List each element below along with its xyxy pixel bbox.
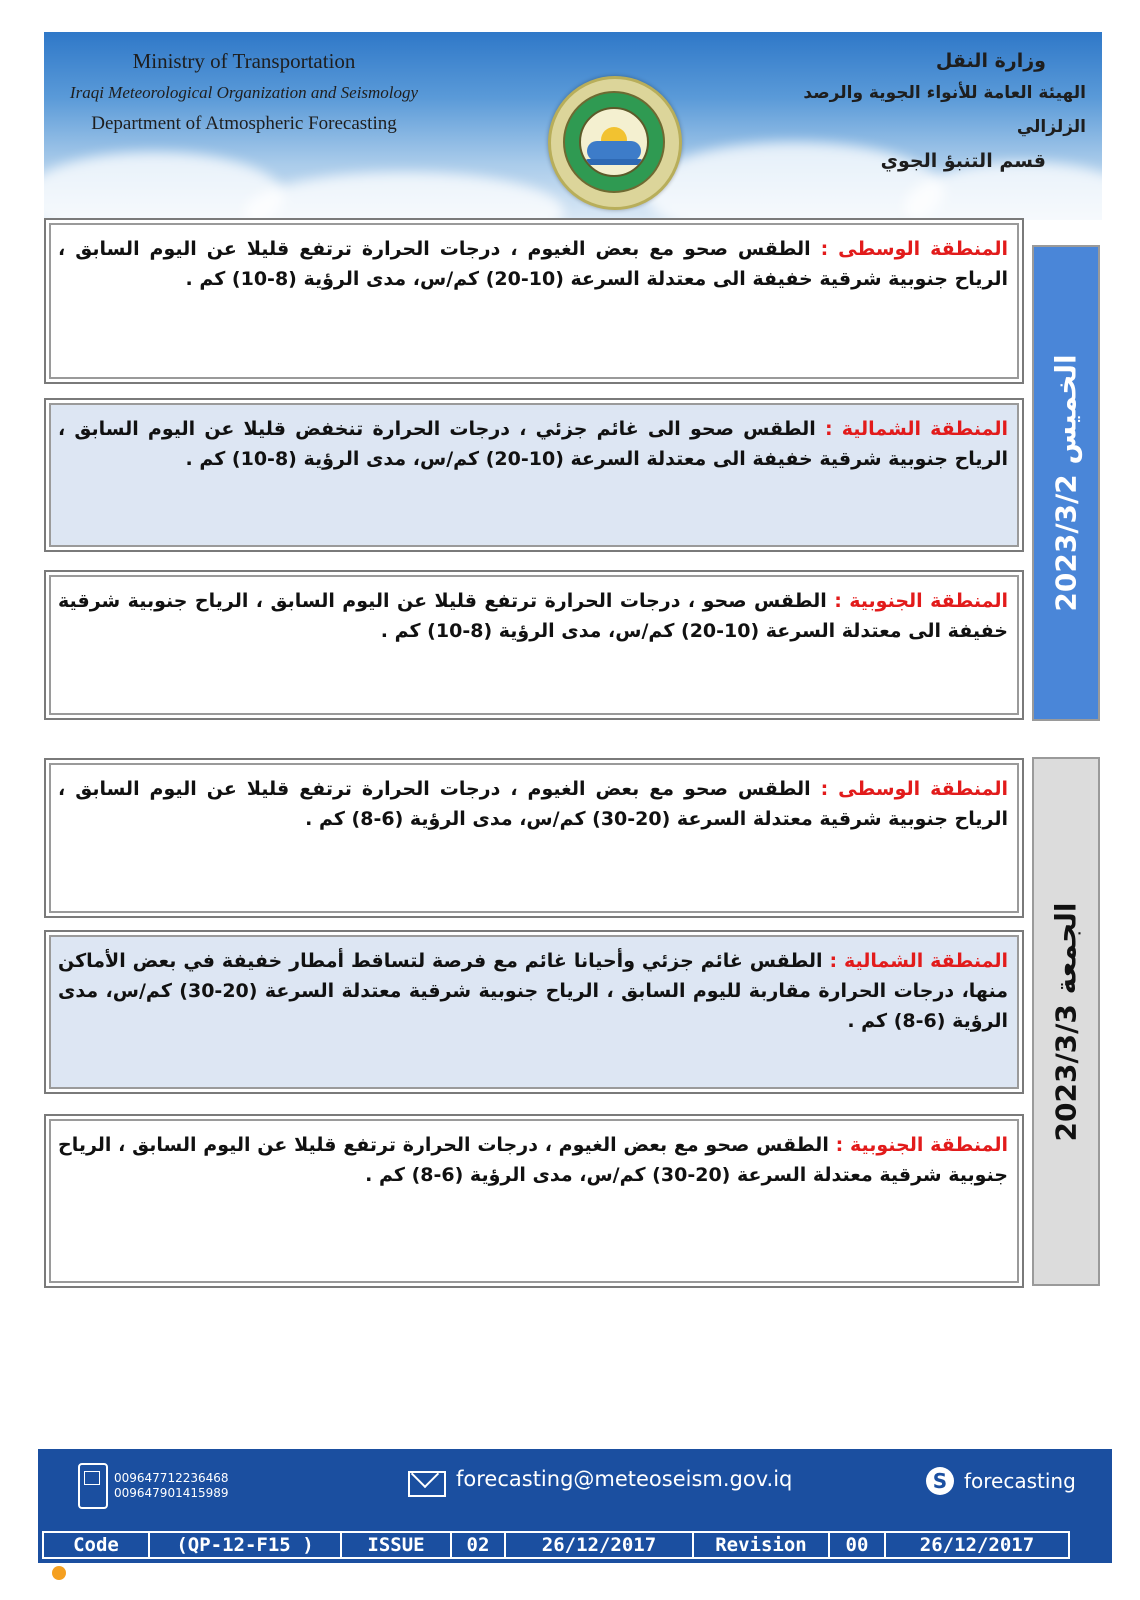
revision-date: 26/12/2017	[884, 1531, 1070, 1559]
region-name: المنطقة الجنوبية :	[835, 1134, 1008, 1156]
ministry-name-en: Ministry of Transportation	[132, 49, 356, 73]
logo-center	[579, 107, 649, 177]
ministry-name-ar: وزارة النقل	[935, 50, 1046, 72]
issue-date: 26/12/2017	[504, 1531, 694, 1559]
wave-icon	[585, 159, 643, 165]
day-label-friday	[1032, 757, 1100, 1286]
forecast-day2-central	[44, 758, 1024, 918]
phone-number[interactable]: 009647901415989	[114, 1486, 229, 1500]
forecast-day2-south	[44, 1114, 1024, 1288]
logo-emblem	[548, 76, 682, 210]
department-name-ar: قسم التنبؤ الجوي	[880, 150, 1046, 172]
forecast-day1-north	[44, 398, 1024, 552]
region-forecast: الطقس غائم جزئي وأحيانا غائم مع فرصة لتساقط أمطار خفيفة في بعض الأماكن منها، درجات الحرارة مقاربة لليوم السابق ، الرياح جنوبية شرقية معتدلة السرعة (20-30) كم/س، مدى الرؤية (6-8) كم .	[58, 950, 1008, 1032]
document-code-bar	[42, 1531, 1104, 1559]
region-forecast: الطقس صحو الى غائم جزئي ، درجات الحرارة تنخفض قليلا عن اليوم السابق ، الرياح جنوبية شرقية خفيفة الى معتدلة السرعة (10-20) كم/س، مدى الرؤية (8-10) كم .	[58, 418, 1008, 470]
forecast-day1-south	[44, 570, 1024, 720]
code-value: (QP-12-F15 )	[148, 1531, 342, 1559]
phone-number[interactable]: 009647712236468	[114, 1471, 229, 1485]
watermark-icon	[52, 1566, 66, 1580]
issue-value: 02	[450, 1531, 506, 1559]
logo-ring	[563, 91, 665, 193]
email-link[interactable]: forecasting@meteoseism.gov.iq	[456, 1467, 793, 1491]
region-name: المنطقة الشمالية :	[824, 418, 1008, 440]
region-forecast: الطقس صحو مع بعض الغيوم ، درجات الحرارة ترتفع قليلا عن اليوم السابق ، الرياح جنوبية شرقية خفيفة الى معتدلة السرعة (10-20) كم/س، مدى الرؤية (8-10) كم .	[58, 238, 1008, 290]
revision-label: Revision	[692, 1531, 830, 1559]
day-date-label: الخميس 2023/3/2	[1049, 354, 1083, 612]
phone-numbers	[114, 1471, 229, 1501]
region-name: المنطقة الجنوبية :	[834, 590, 1008, 612]
forecast-day2-north	[44, 930, 1024, 1094]
code-label: Code	[42, 1531, 150, 1559]
phone-icon	[78, 1463, 108, 1509]
forecast-day1-central	[44, 218, 1024, 384]
region-forecast: الطقس صحو مع بعض الغيوم ، درجات الحرارة ترتفع قليلا عن اليوم السابق ، الرياح جنوبية شرقية معتدلة السرعة (20-30) كم/س، مدى الرؤية (6-8) كم .	[58, 778, 1008, 830]
contact-footer	[38, 1449, 1112, 1563]
region-forecast: الطقس صحو مع بعض الغيوم ، درجات الحرارة ترتفع قليلا عن اليوم السابق ، الرياح جنوبية شرقية معتدلة السرعة (20-30) كم/س، مدى الرؤية (6-8) كم .	[58, 1134, 1008, 1186]
region-name: المنطقة الشمالية :	[829, 950, 1008, 972]
mail-icon	[408, 1471, 446, 1497]
region-name: المنطقة الوسطى :	[820, 238, 1008, 260]
skype-icon: S	[926, 1467, 954, 1495]
arabic-heading	[756, 46, 1086, 178]
day-label-thursday	[1032, 245, 1100, 721]
revision-value: 00	[828, 1531, 886, 1559]
organization-name-ar: الهيئة العامة للأنواء الجوية والرصد الزلزالي	[803, 83, 1086, 137]
english-heading	[44, 46, 444, 139]
organization-name-en: Iraqi Meteorological Organization and Seismology	[69, 83, 419, 102]
issue-label: ISSUE	[340, 1531, 452, 1559]
skype-handle[interactable]: forecasting	[964, 1469, 1076, 1493]
cloud-decor	[244, 172, 564, 220]
region-name: المنطقة الوسطى :	[820, 778, 1008, 800]
cloud-icon	[587, 141, 641, 161]
day-date-label: الجمعة 2023/3/3	[1049, 902, 1083, 1141]
region-forecast: الطقس صحو ، درجات الحرارة ترتفع قليلا عن اليوم السابق ، الرياح جنوبية شرقية خفيفة الى معتدلة السرعة (10-20) كم/س، مدى الرؤية (8-10) كم .	[58, 590, 1008, 642]
department-name-en: Department of Atmospheric Forecasting	[91, 113, 397, 134]
letterhead	[44, 32, 1102, 220]
